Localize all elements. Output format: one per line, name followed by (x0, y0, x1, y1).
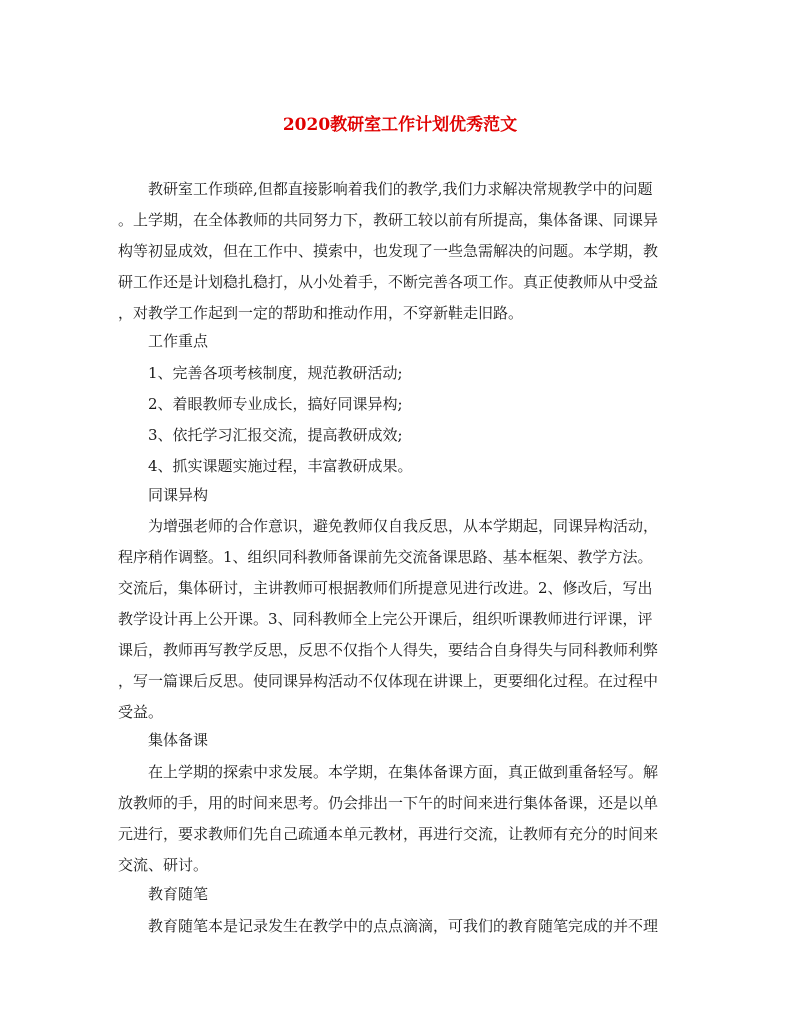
paragraph-line: 。上学期，在全体教师的共同努力下，教研工较以前有所提高，集体备课、同课异 (118, 211, 659, 229)
paragraph-line: 教育随笔本是记录发生在教学中的点点滴滴，可我们的教育随笔完成的并不理 (148, 917, 659, 935)
document-title: 2020教研室工作计划优秀范文 (282, 115, 518, 135)
paragraph-line: ，写一篇课后反思。使同课异构活动不仅体现在讲课上，更要细化过程。在过程中 (118, 672, 659, 690)
paragraph-line: 放教师的手，用的时间来思考。仍会排出一下午的时间来进行集体备课，还是以单 (118, 794, 659, 812)
paragraph-line: 程序稍作调整。1、组织同科教师备课前先交流备课思路、基本框架、教学方法。 (118, 548, 653, 566)
paragraph-line: 研工作还是计划稳扎稳打，从小处着手，不断完善各项工作。真正使教师从中受益 (118, 273, 659, 291)
paragraph-line: 教学设计再上公开课。3、同科教师全上完公开课后，组织听课教师进行评课，评 (118, 610, 653, 628)
paragraph-line: 为增强老师的合作意识，避免教师仅自我反思，从本学期起，同课异构活动， (148, 517, 659, 535)
section-heading: 同课异构 (148, 486, 209, 504)
list-item: 4、抓实课题实施过程，丰富教研成果。 (148, 457, 413, 475)
paragraph-line: 教研室工作琐碎,但都直接影响着我们的教学,我们力求解决常规教学中的问题 (148, 180, 653, 198)
paragraph-line: 交流、研讨。 (118, 856, 209, 874)
paragraph-line: ，对教学工作起到一定的帮助和推动作用，不穿新鞋走旧路。 (118, 304, 524, 322)
list-item: 1、完善各项考核制度，规范教研活动; (148, 364, 403, 382)
paragraph-line: 在上学期的探索中求发展。本学期，在集体备课方面，真正做到重备轻写。解 (148, 763, 659, 781)
paragraph-line: 构等初显成效，但在工作中、摸索中，也发现了一些急需解决的问题。本学期，教 (118, 242, 659, 260)
section-heading: 集体备课 (148, 731, 209, 749)
paragraph-line: 课后，教师再写教学反思，反思不仅指个人得失，要结合自身得失与同科教师利弊 (118, 641, 659, 659)
paragraph-line: 元进行，要求教师们先自己疏通本单元教材，再进行交流，让教师有充分的时间来 (118, 825, 659, 843)
section-heading: 教育随笔 (148, 885, 209, 903)
paragraph-line: 交流后，集体研讨，主讲教师可根据教师们所提意见进行改进。2、修改后，写出 (118, 579, 653, 597)
list-item: 3、依托学习汇报交流，提高教研成效; (148, 426, 403, 444)
paragraph-line: 受益。 (118, 703, 164, 721)
section-heading: 工作重点 (148, 332, 209, 350)
list-item: 2、着眼教师专业成长，搞好同课异构; (148, 395, 403, 413)
